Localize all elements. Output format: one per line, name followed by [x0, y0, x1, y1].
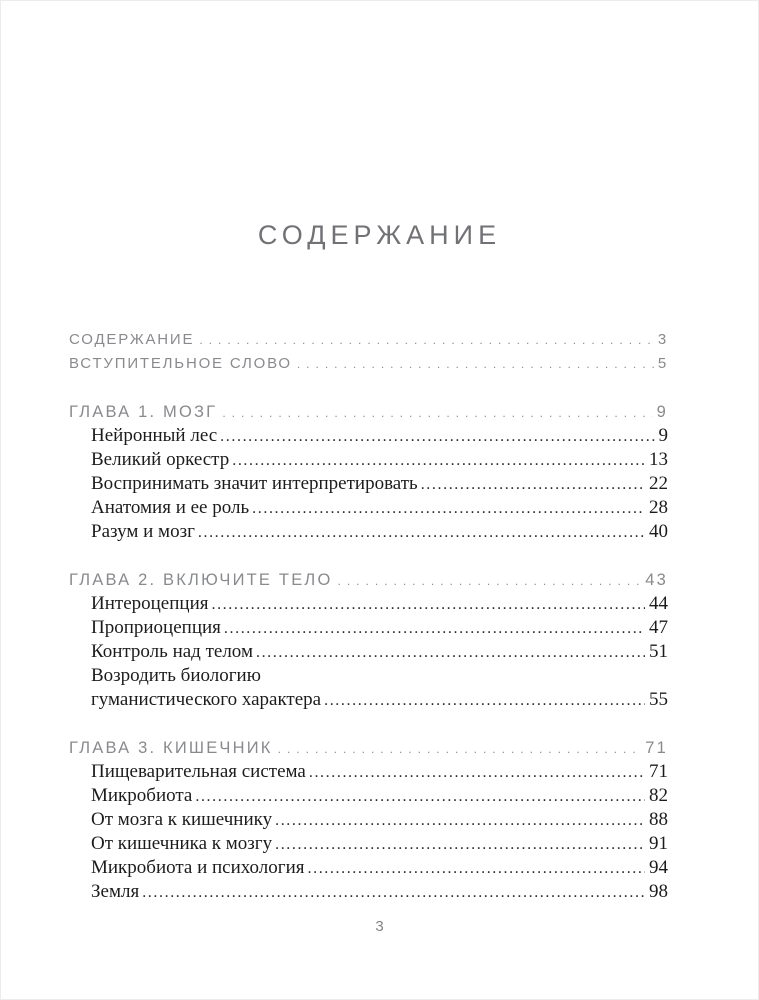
dot-leader	[272, 809, 645, 833]
toc-entry-label: Разум и мозг	[91, 521, 195, 542]
toc-entry-label: Микробиота и психология	[91, 857, 305, 878]
toc-entry-page: 71	[649, 761, 668, 782]
toc-entry-page: 40	[649, 521, 668, 542]
toc-chapter-page: 43	[645, 571, 668, 589]
toc-entry-page: 28	[649, 497, 668, 518]
toc-entry	[69, 448, 668, 472]
toc-chapter-heading	[69, 400, 668, 424]
toc-entry-label: Интероцепция	[91, 593, 209, 614]
dot-leader	[195, 521, 645, 545]
toc-entry	[69, 424, 668, 448]
toc-entry	[69, 520, 668, 544]
toc-entry-page: 88	[649, 809, 668, 830]
dot-leader	[306, 761, 645, 785]
toc-entry-page: 3	[657, 331, 668, 348]
toc-entry-page: 51	[649, 641, 668, 662]
page-title: СОДЕРЖАНИЕ	[257, 220, 502, 250]
toc-entry-page: 44	[649, 593, 668, 614]
toc-entry-page: 94	[649, 857, 668, 878]
toc-entry-page: 91	[649, 833, 668, 854]
dot-leader	[221, 617, 645, 641]
toc-entry	[69, 856, 668, 880]
toc-front-entry	[69, 352, 668, 376]
toc-entry-page: 55	[649, 689, 668, 710]
dot-leader	[194, 328, 654, 352]
dot-leader	[418, 473, 645, 497]
toc-entry-label: СОДЕРЖАНИЕ	[69, 331, 195, 348]
toc-chapter-heading	[69, 736, 668, 760]
dot-leader	[217, 425, 654, 449]
dot-leader	[305, 857, 646, 881]
table-of-contents	[69, 328, 668, 904]
toc-entry-label: Нейронный лес	[91, 425, 218, 446]
dot-leader	[139, 881, 645, 905]
dot-leader	[253, 641, 645, 665]
toc-entry-wrapped-line1	[69, 664, 668, 688]
toc-entry-label: Анатомия и ее роль	[91, 497, 250, 518]
dot-leader	[321, 689, 645, 713]
toc-entry-page: 98	[649, 881, 668, 902]
toc-entry	[69, 496, 668, 520]
toc-entry-page: 22	[649, 473, 668, 494]
dot-leader	[208, 593, 645, 617]
toc-entry-label: Проприоцепция	[91, 617, 221, 638]
dot-leader	[249, 497, 645, 521]
toc-entry	[69, 832, 668, 856]
toc-entry	[69, 592, 668, 616]
toc-chapter-label: ГЛАВА 2. ВКЛЮЧИТЕ ТЕЛО	[69, 571, 333, 589]
dot-leader	[217, 401, 652, 425]
toc-entry-label: От кишечника к мозгу	[91, 833, 273, 854]
toc-entry-label: От мозга к кишечнику	[91, 809, 273, 830]
toc-entry	[69, 472, 668, 496]
toc-entry	[69, 808, 668, 832]
toc-entry	[69, 784, 668, 808]
toc-entry-page: 82	[649, 785, 668, 806]
toc-chapter-label: ГЛАВА 3. КИШЕЧНИК	[69, 739, 273, 757]
toc-chapter-heading	[69, 568, 668, 592]
toc-entry-wrapped-line2	[69, 688, 668, 712]
toc-chapter-label: ГЛАВА 1. МОЗГ	[69, 403, 218, 421]
toc-chapter-page: 9	[656, 403, 668, 421]
toc-entry	[69, 616, 668, 640]
toc-entry-label: Земля	[91, 881, 140, 902]
toc-entry	[69, 880, 668, 904]
folio-page-number: 3	[375, 918, 384, 935]
dot-leader	[272, 833, 645, 857]
toc-entry	[69, 760, 668, 784]
toc-entry-page: 47	[649, 617, 668, 638]
toc-front-entry	[69, 328, 668, 352]
toc-entry-label: Возродить биологию	[91, 665, 261, 686]
toc-entry-label: ВСТУПИТЕЛЬНОЕ СЛОВО	[69, 355, 292, 372]
toc-chapter-page: 71	[645, 739, 668, 757]
toc-entry-label: Контроль над телом	[91, 641, 253, 662]
toc-entry-label: Пищеварительная система	[91, 761, 306, 782]
toc-entry-label: гуманистического характера	[91, 689, 322, 710]
dot-leader	[292, 352, 654, 376]
toc-entry-page: 13	[649, 449, 668, 470]
dot-leader	[229, 449, 645, 473]
dot-leader	[273, 737, 642, 761]
toc-entry-page: 5	[657, 355, 668, 372]
toc-entry-label: Великий оркестр	[91, 449, 230, 470]
toc-entry	[69, 640, 668, 664]
toc-entry-label: Микробиота	[91, 785, 193, 806]
toc-entry-page: 9	[658, 425, 668, 446]
dot-leader	[332, 569, 641, 593]
dot-leader	[192, 785, 645, 809]
toc-entry-label: Воспринимать значит интерпретировать	[91, 473, 418, 494]
